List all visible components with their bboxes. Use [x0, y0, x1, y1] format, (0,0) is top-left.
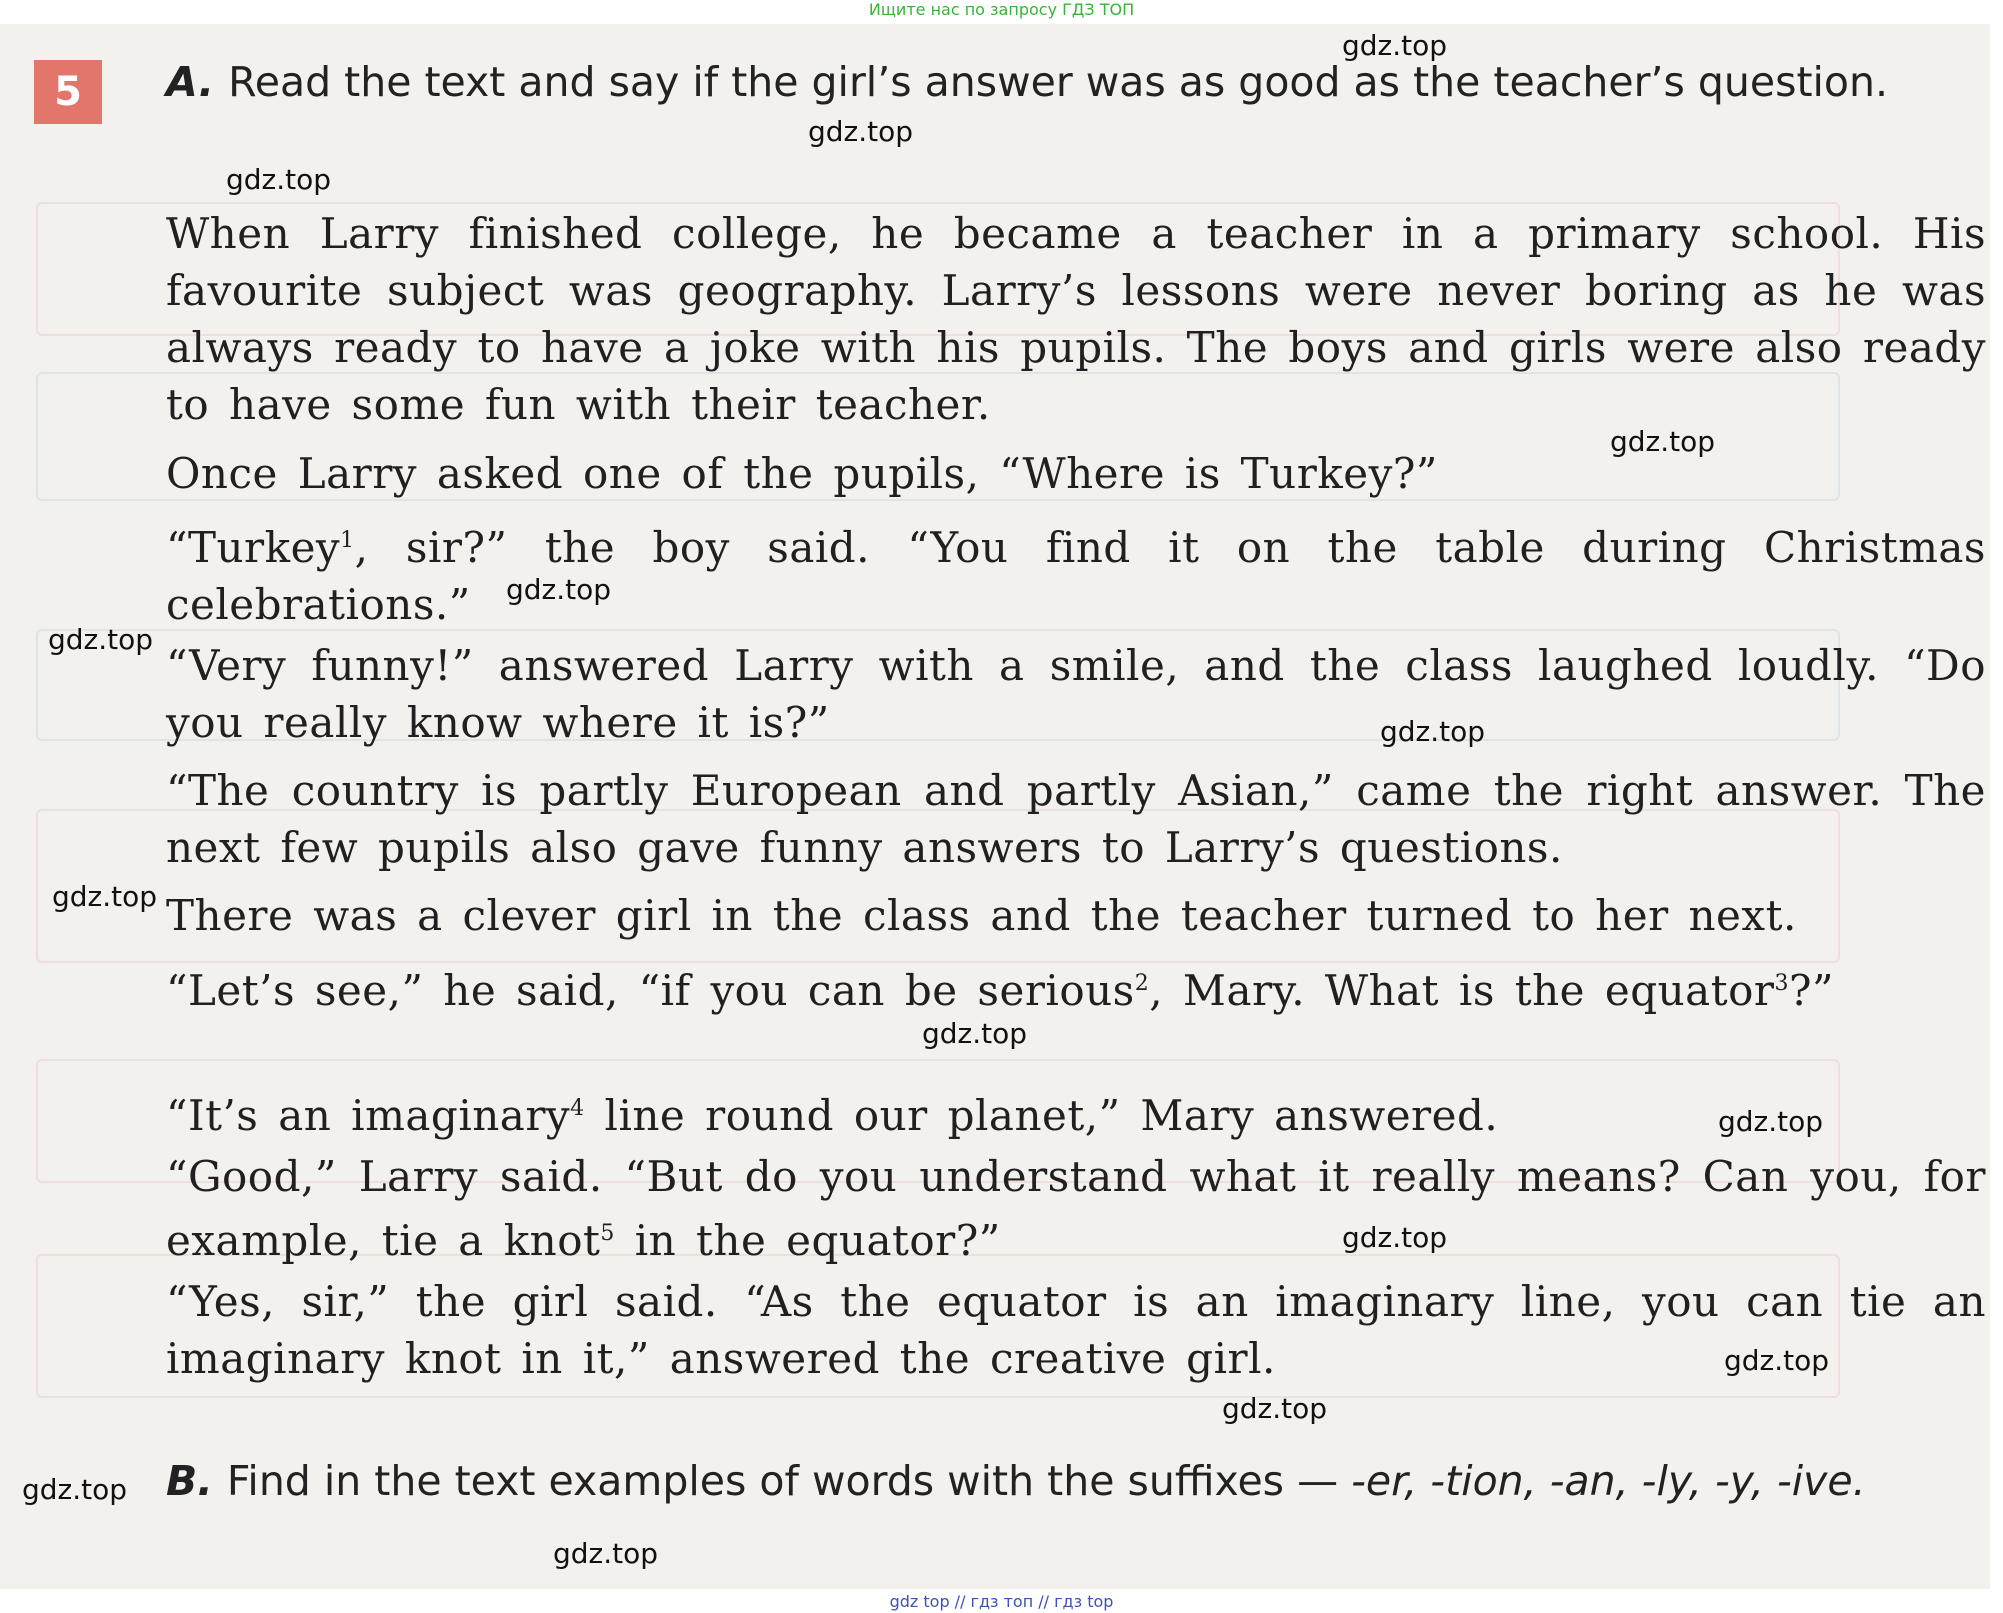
paragraph-text: “It’s an imaginary [166, 1091, 571, 1140]
paragraph-text: in the equator?” [614, 1216, 1001, 1265]
bottom-banner[interactable]: gdz top // гдз топ // гдз top [889, 1592, 1114, 1611]
story-paragraph-6: There was a clever girl in the class and the teacher turned to her next. [166, 891, 1797, 940]
watermark: gdz.top [52, 880, 158, 913]
story-paragraph-2: Once Larry asked one of the pupils, “Where is Turkey?” [166, 449, 1438, 498]
top-banner[interactable]: Ищите нас по запросу ГДЗ ТОП [868, 0, 1135, 19]
watermark: gdz.top [922, 1017, 1028, 1050]
task-a [166, 54, 1986, 111]
watermark: gdz.top [1724, 1344, 1830, 1377]
exercise-number-badge: 5 [34, 60, 102, 124]
footnote-mark: 2 [1134, 971, 1150, 996]
watermark: gdz.top [48, 623, 154, 656]
task-b-suffixes: -er, -tion, -an, -ly, -y, -ive. [1351, 1457, 1866, 1505]
paragraph-text: ?” [1788, 966, 1834, 1015]
watermark: gdz.top [1610, 425, 1716, 458]
paragraph-text: line round our planet,” Mary answered. [584, 1091, 1499, 1140]
footnote-mark: 5 [600, 1221, 615, 1246]
story-paragraph-1: When Larry finished college, he became a teacher in a primary school. His favourite subject was geography. Larry’s lessons were never boring as he was always ready to have a joke with his pupils. The boys and girls were also ready to have some fun with their teacher. [166, 209, 1986, 429]
paragraph-text: , Mary. What is the equator [1149, 966, 1775, 1015]
watermark: gdz.top [553, 1537, 659, 1570]
paragraph-text: “Turkey [166, 523, 341, 572]
story-paragraph-9 [166, 1148, 1986, 1269]
story-paragraph-5: “The country is partly European and partly Asian,” came the right answer. The next few pupils also gave funny answers to Larry’s questions. [166, 766, 1986, 872]
footnote-mark: 4 [570, 1096, 585, 1121]
task-b [166, 1453, 1986, 1510]
watermark: gdz.top [1380, 715, 1486, 748]
watermark: gdz.top [226, 163, 332, 196]
story-paragraph-10: “Yes, sir,” the girl said. “As the equator is an imaginary line, you can tie an imaginary knot in it,” answered the creative girl. [166, 1277, 1986, 1383]
footnote-mark: 1 [340, 528, 355, 553]
watermark: gdz.top [1718, 1105, 1824, 1138]
paragraph-text: “Let’s see,” he said, “if you can be serious [166, 966, 1135, 1015]
watermark: gdz.top [506, 573, 612, 606]
task-b-text: Find in the text examples of words with the suffixes — [226, 1457, 1339, 1505]
task-a-text: Read the text and say if the girl’s answer was as good as the teacher’s question. [228, 58, 1889, 106]
paragraph-text: , sir?” the boy said. “You find it on the table during Christmas celebrations.” [166, 523, 1986, 629]
story-paragraph-8 [166, 1080, 1986, 1144]
paragraph-text: “Good,” Larry said. “But do you understand what it really means? Can you, for example, tie a knot [166, 1152, 1986, 1265]
story-paragraph-3 [166, 512, 1986, 633]
watermark: gdz.top [1222, 1392, 1328, 1425]
watermark: gdz.top [22, 1473, 128, 1506]
watermark: gdz.top [808, 115, 914, 148]
story-paragraph-7 [166, 955, 1986, 1019]
task-b-letter: B. [166, 1457, 213, 1505]
task-a-letter: A. [166, 58, 215, 106]
story-paragraph-4: “Very funny!” answered Larry with a smile, and the class laughed loudly. “Do you really know where it is?” [166, 641, 1986, 747]
footnote-mark: 3 [1774, 971, 1789, 996]
watermark: gdz.top [1342, 29, 1448, 62]
watermark: gdz.top [1342, 1221, 1448, 1254]
